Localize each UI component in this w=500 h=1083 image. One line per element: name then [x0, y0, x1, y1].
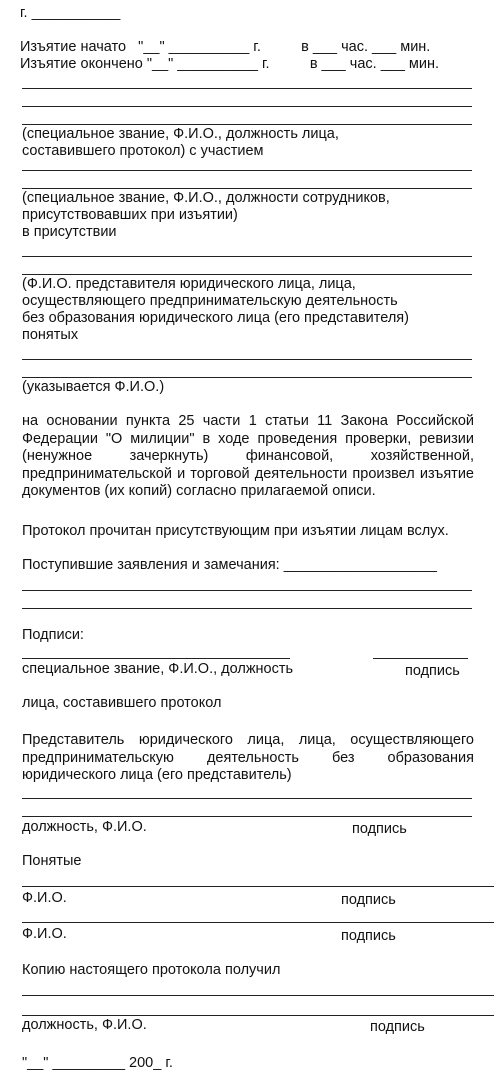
blank-line — [22, 798, 472, 799]
blank-line — [22, 377, 472, 378]
seizure-end-line: Изъятие окончено "__" __________ г. в ___ час. ___ мин. — [20, 56, 440, 72]
caption-staff: (специальное звание, Ф.И.О., должности сотрудников, — [22, 190, 390, 206]
official-label: специальное звание, Ф.И.О., должность — [22, 661, 294, 677]
date-line: "__" _________ 200_ г. — [22, 1055, 173, 1071]
blank-line — [22, 106, 472, 107]
copy-received-label: Копию настоящего протокола получил — [22, 962, 281, 978]
blank-line — [22, 995, 494, 996]
seizure-start-line: Изъятие начато "__" __________ г. в ___ час. ___ мин. — [20, 39, 431, 55]
witnesses-title: Понятые — [22, 853, 82, 869]
fio-label: Ф.И.О. — [22, 926, 67, 942]
signature-label: подпись — [341, 892, 396, 908]
caption-legal-rep-2: осуществляющего предпринимательскую деятельность — [22, 293, 398, 309]
statements-label: Поступившие заявления и замечания: ___________________ — [22, 557, 437, 573]
read-aloud-text: Протокол прочитан присутствующим при изъятии лицам вслух. — [22, 523, 449, 539]
signature-label: подпись — [341, 928, 396, 944]
signature-label: подпись — [352, 821, 407, 837]
blank-line — [22, 1015, 494, 1016]
caption-legal-rep-3: без образования юридического лица (его представителя) — [22, 310, 409, 326]
caption-in-presence: в присутствии — [22, 224, 117, 240]
blank-line — [22, 170, 472, 171]
blank-line — [22, 88, 472, 89]
blank-line — [22, 274, 472, 275]
blank-line — [22, 590, 472, 591]
signature-label: подпись — [405, 663, 460, 679]
basis-paragraph: на основании пункта 25 части 1 статьи 11 Закона Российской Федерации "О милиции" в ходе проведения проверки, ревизии (ненужное зачеркнуть) финансовой, хозяйственной, предпринимательской и торговой деятельности произвел изъятие документов (их копий) согласно прилагаемой описи. — [22, 413, 474, 499]
position-fio-label: должность, Ф.И.О. — [22, 1017, 147, 1033]
fio-label: Ф.И.О. — [22, 890, 67, 906]
signature-line — [373, 658, 468, 659]
blank-line — [22, 124, 472, 125]
city-field: г. ___________ — [20, 5, 121, 21]
signature-label: подпись — [370, 1019, 425, 1035]
signature-line-official — [22, 658, 290, 659]
blank-line — [22, 188, 472, 189]
caption-protocol-author: (специальное звание, Ф.И.О., должность лица, — [22, 126, 339, 142]
blank-line — [22, 256, 472, 257]
signatures-title: Подписи: — [22, 627, 84, 643]
caption-witnesses-fio: (указывается Ф.И.О.) — [22, 379, 165, 395]
position-fio-label: должность, Ф.И.О. — [22, 819, 147, 835]
blank-line — [22, 816, 472, 817]
blank-line — [22, 608, 472, 609]
caption-legal-rep: (Ф.И.О. представителя юридического лица, лица, — [22, 276, 356, 292]
official-label-2: лица, составившего протокол — [22, 695, 222, 711]
caption-staff-2: присутствовавших при изъятии) — [22, 207, 238, 223]
blank-line — [22, 922, 494, 923]
blank-line — [22, 359, 472, 360]
caption-protocol-author-2: составившего протокол) с участием — [22, 143, 264, 159]
representative-text: Представитель юридического лица, лица, осуществляющего предпринимательскую деятельность без образования юридического лица (его представитель) — [22, 732, 474, 783]
caption-witnesses: понятых — [22, 327, 79, 343]
blank-line — [22, 886, 494, 887]
